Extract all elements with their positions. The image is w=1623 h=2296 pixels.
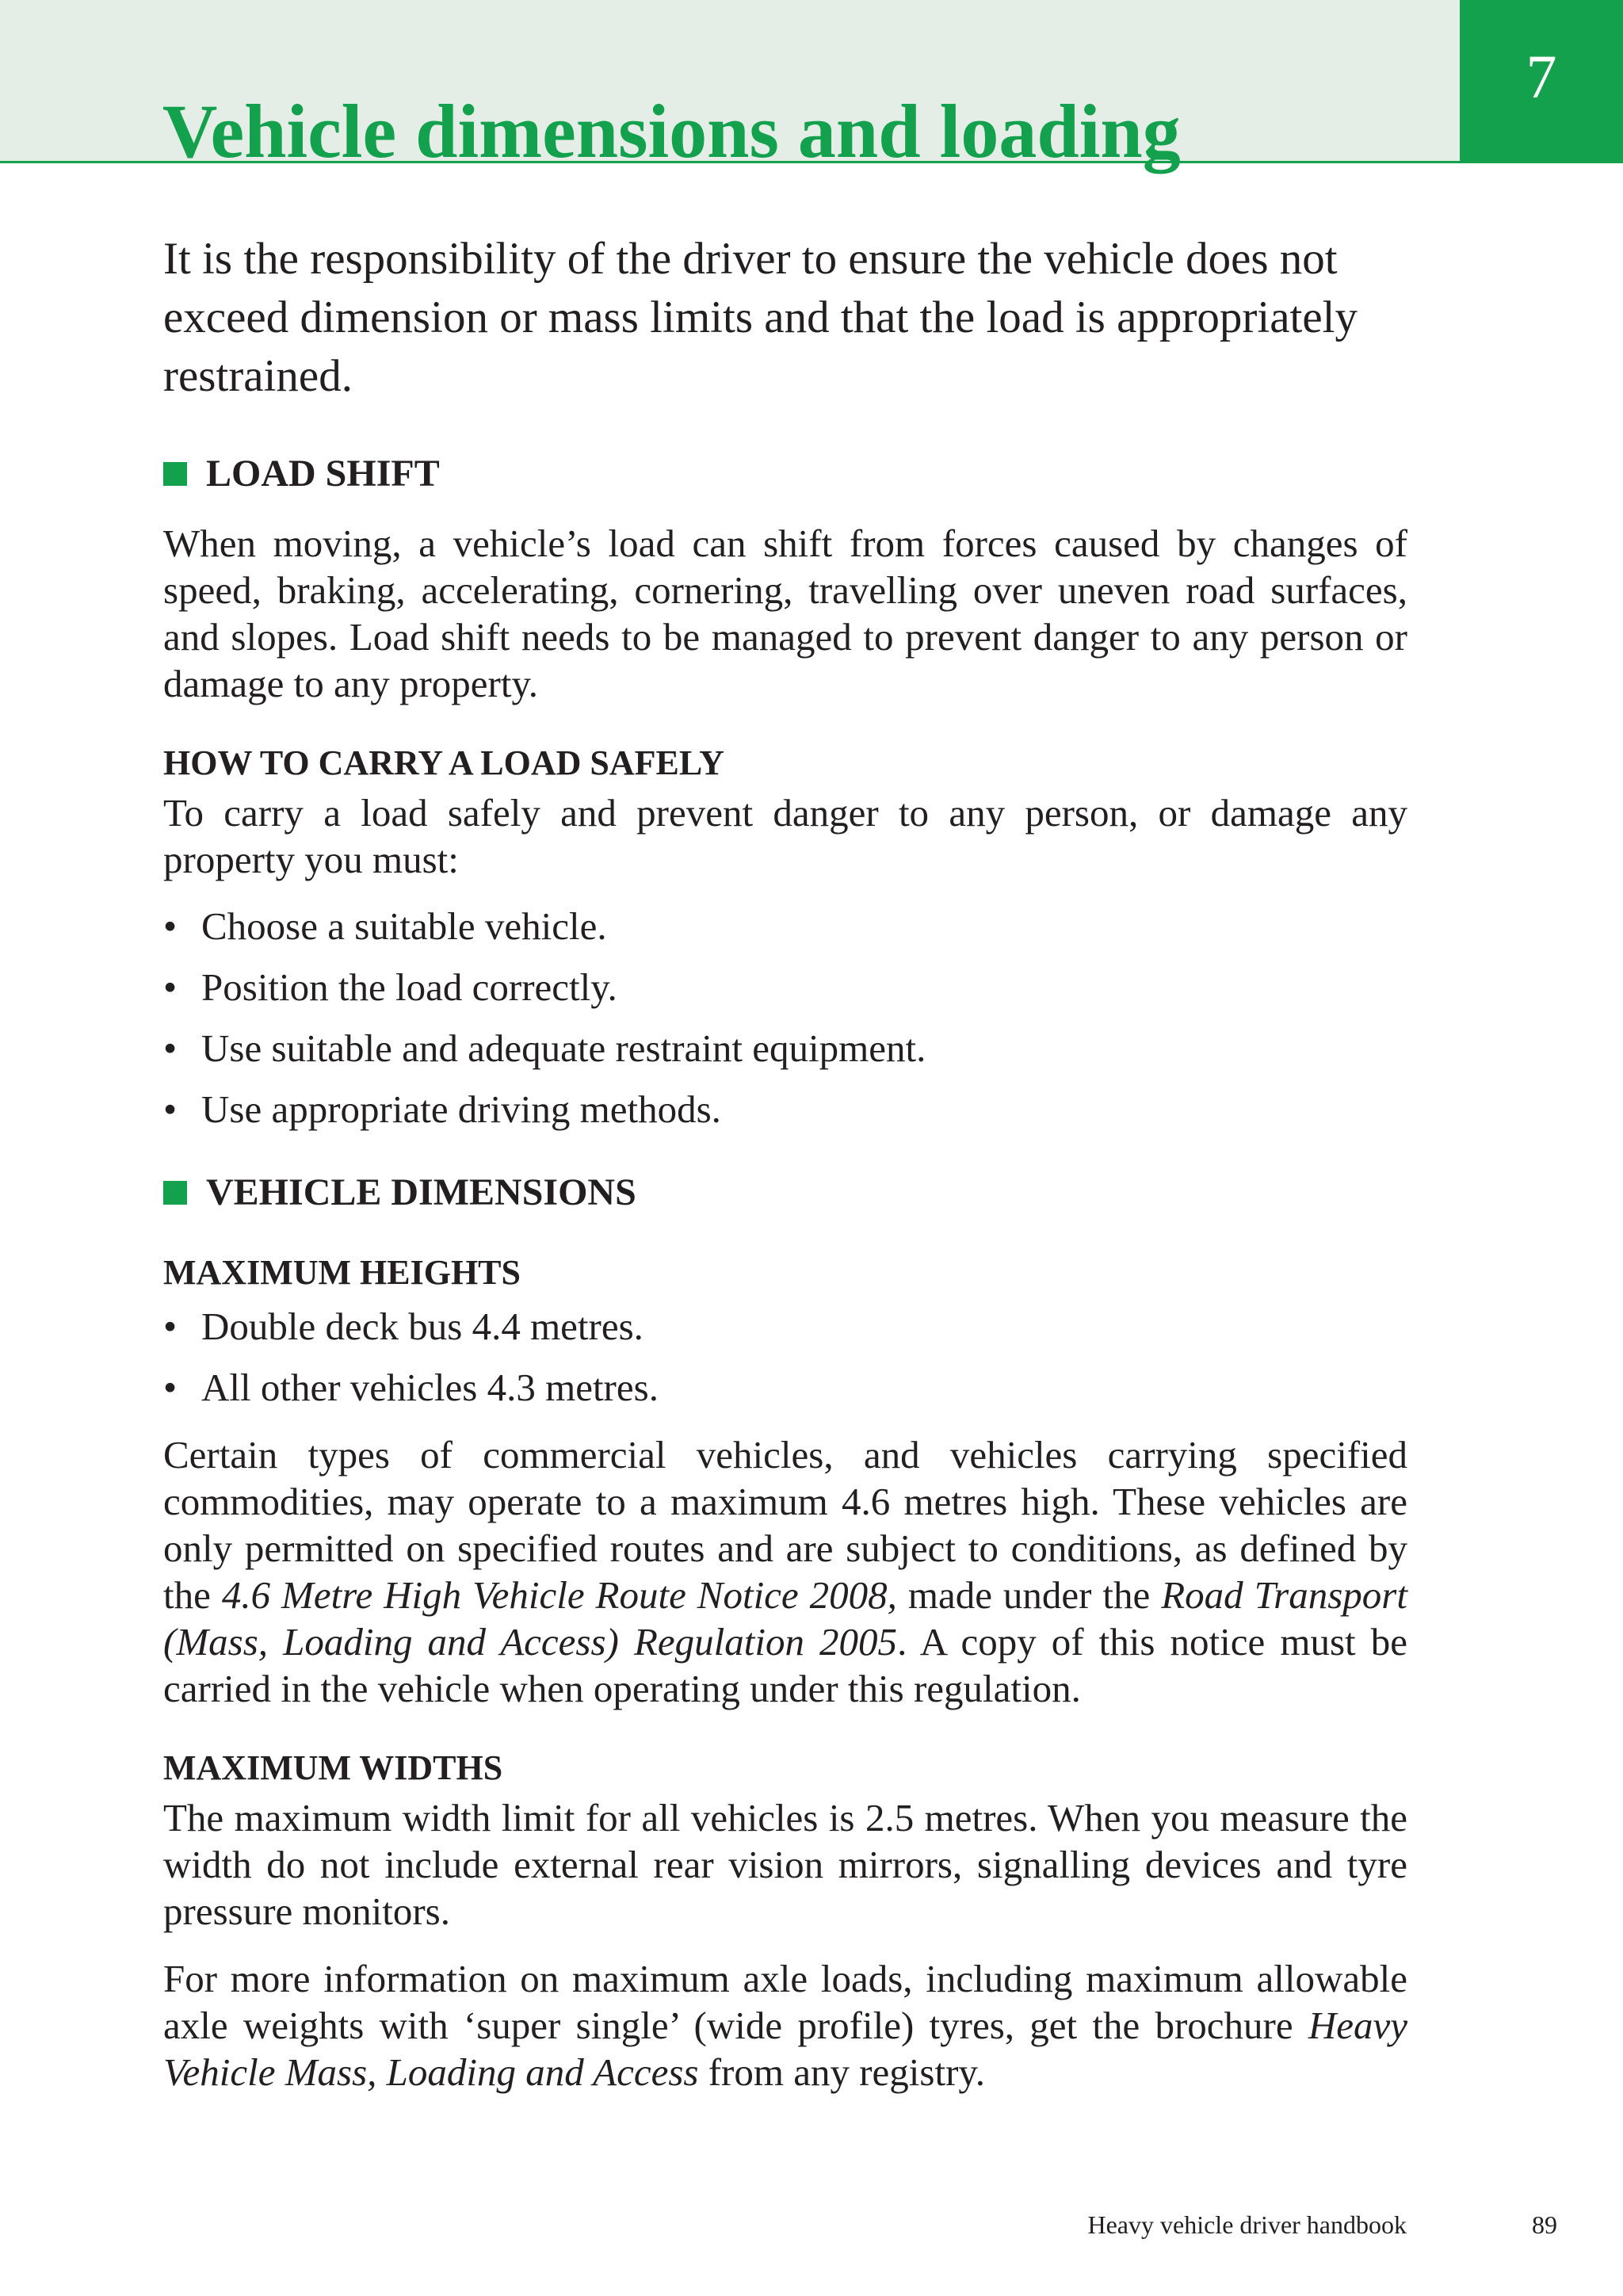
intro-paragraph: It is the responsibility of the driver to ensure the vehicle does not exceed dimension or mass limits and that the load is appropriately restrained. xyxy=(163,234,1358,401)
footer-page-number: 89 xyxy=(1532,2210,1557,2239)
list-item-text: All other vehicles 4.3 metres. xyxy=(201,1366,659,1409)
route-notice-title: 4.6 Metre High Vehicle Route Notice 2008, xyxy=(221,1573,897,1617)
list-item xyxy=(163,965,1407,1010)
load-shift-heading-text: LOAD SHIFT xyxy=(206,453,440,495)
list-item-text: Choose a suitable vehicle. xyxy=(201,904,607,948)
green-square-icon xyxy=(163,462,187,486)
regulation-title: Road Transport (Mass, Loading and Access) Regulation 2005 xyxy=(163,1573,1407,1664)
bullet-icon: • xyxy=(163,1305,178,1348)
load-shift-paragraph: When moving, a vehicle’s load can shift from forces caused by changes of speed, braking, accelerating, cornering, travelling over uneven road surfaces, and slopes. Load shift needs to be managed to prevent danger to any person or damage to any property. xyxy=(163,521,1407,705)
list-item xyxy=(163,904,1407,949)
list-item-text: Double deck bus 4.4 metres. xyxy=(201,1305,643,1348)
list-item xyxy=(163,1026,1407,1072)
axle-loads-text-end: from any registry. xyxy=(698,2050,985,2094)
chapter-number: 7 xyxy=(1526,42,1557,111)
max-heights-text-end: . A copy of this notice must be carried in the vehicle when operating under this regulation. xyxy=(163,1620,1407,1710)
list-item-text: Position the load correctly. xyxy=(201,965,617,1009)
max-widths-heading: MAXIMUM WIDTHS xyxy=(163,1748,503,1787)
list-item-text: Use suitable and adequate restraint equipment. xyxy=(201,1026,926,1070)
max-heights-paragraph xyxy=(163,1431,1407,1712)
max-heights-text-start: Certain types of commercial vehicles, and vehicles carrying specified commodities, may operate to a maximum 4.6 metres high. These vehicles are only permitted on specified routes and are subject to conditions, as defined by the xyxy=(163,1433,1407,1617)
list-item-text: Use appropriate driving methods. xyxy=(201,1087,721,1131)
max-heights-list xyxy=(163,1304,1407,1411)
list-item xyxy=(163,1304,1407,1350)
bullet-icon: • xyxy=(163,904,178,948)
chapter-tab xyxy=(1460,0,1623,162)
page-content xyxy=(163,230,1407,2116)
footer-title: Heavy vehicle driver handbook xyxy=(1087,2210,1407,2239)
carry-load-paragraph: To carry a load safely and prevent danger to any person, or damage any property you must: xyxy=(163,791,1407,881)
load-shift-section xyxy=(163,449,1407,1133)
list-item xyxy=(163,1365,1407,1411)
carry-load-list xyxy=(163,904,1407,1133)
bullet-icon: • xyxy=(163,1087,178,1131)
axle-loads-paragraph xyxy=(163,1955,1407,2095)
page-title: Vehicle dimensions and loading xyxy=(162,89,1181,174)
axle-loads-text-start: For more information on maximum axle loads, including maximum allowable axle weights with ‘super single’ (wide profile) tyres, get the brochure xyxy=(163,1957,1407,2047)
load-shift-heading xyxy=(163,449,1407,499)
carry-load-heading: HOW TO CARRY A LOAD SAFELY xyxy=(163,743,724,782)
max-heights-heading: MAXIMUM HEIGHTS xyxy=(163,1253,521,1292)
green-square-icon xyxy=(163,1181,187,1205)
max-widths-paragraph: The maximum width limit for all vehicles is 2.5 metres. When you measure the width do not include external rear vision mirrors, signalling devices and tyre pressure monitors. xyxy=(163,1796,1407,1933)
vehicle-dimensions-section xyxy=(163,1167,1407,2095)
bullet-icon: • xyxy=(163,1366,178,1409)
list-item xyxy=(163,1087,1407,1133)
vehicle-dimensions-heading-text: VEHICLE DIMENSIONS xyxy=(206,1171,636,1213)
bullet-icon: • xyxy=(163,965,178,1009)
max-heights-text-middle: made under the xyxy=(896,1573,1162,1617)
brochure-title: Heavy Vehicle Mass, Loading and Access xyxy=(163,2004,1407,2094)
vehicle-dimensions-heading xyxy=(163,1167,1407,1218)
bullet-icon: • xyxy=(163,1026,178,1070)
